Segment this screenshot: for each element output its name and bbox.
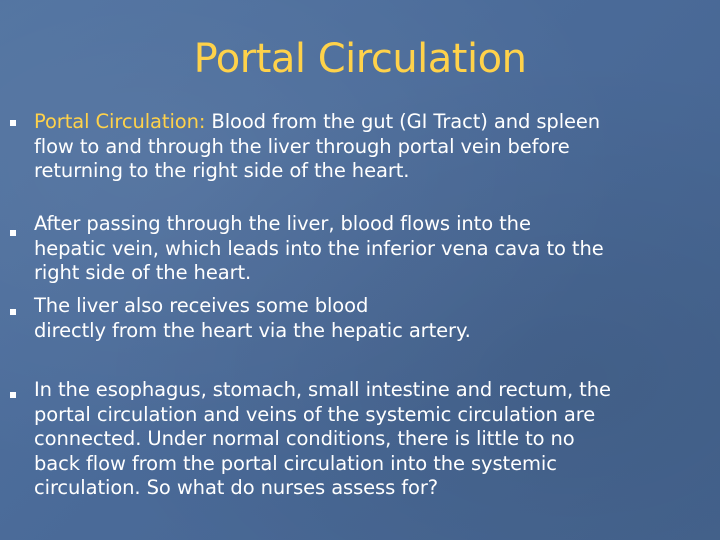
bullet-text-1 [34, 110, 714, 184]
bullet-marker [10, 392, 16, 398]
bullet-text-3: The liver also receives some blood directly from the heart via the hepatic artery. [34, 294, 471, 342]
bullet-body: Blood from the gut (GI Tract) and spleen flow to and through the liver through portal vein before returning to the right side of the heart. [34, 110, 601, 182]
slide-title: Portal Circulation [193, 36, 527, 82]
bullet-marker [10, 120, 16, 126]
bullet-marker [10, 230, 16, 236]
bullet-text-2: After passing through the liver, blood flows into the hepatic vein, which leads into the inferior vena cava to the right side of the heart. [34, 212, 604, 284]
bullet-label: Portal Circulation: [34, 110, 206, 133]
bullet-marker [10, 309, 16, 315]
bullet-text-4: In the esophagus, stomach, small intestine and rectum, the portal circulation and veins of the systemic circulation are connected. Under normal conditions, there is little to no back flow from the portal circulation into the systemic circulation. So what do nurses assess for? [34, 378, 611, 499]
